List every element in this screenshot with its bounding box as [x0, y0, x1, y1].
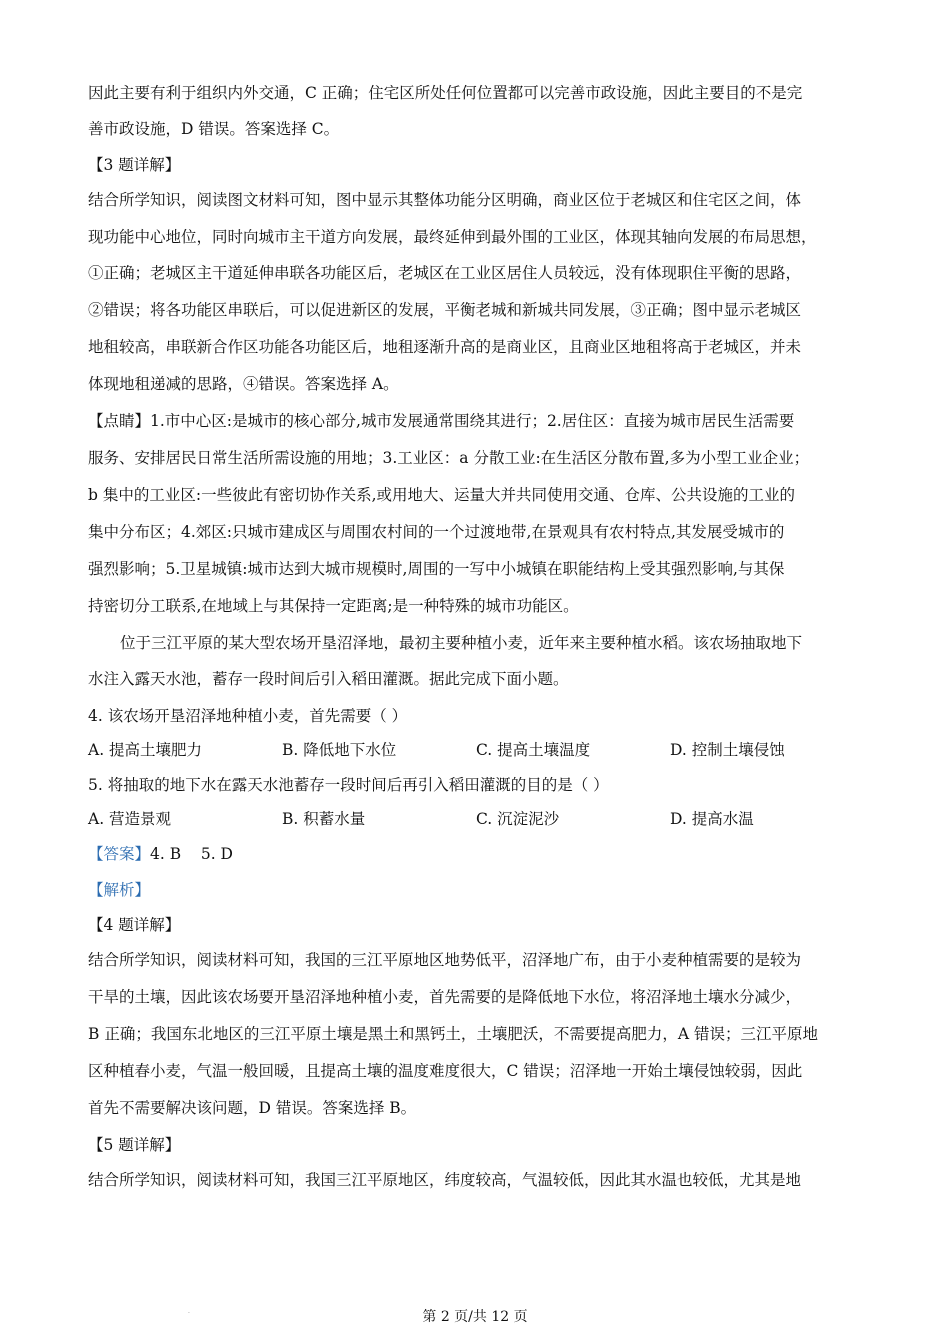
section-heading: 【5 题详解】: [88, 1136, 181, 1154]
page-footer: 第 2 页/共 12 页: [422, 1309, 528, 1325]
option-b: B. 积蓄水量: [282, 810, 366, 828]
option-c: C. 沉淀泥沙: [476, 810, 560, 828]
text-line: B 正确；我国东北地区的三江平原土壤是黑土和黑钙土，土壤肥沃，不需要提高肥力，A 错误；三江平原地: [88, 1025, 818, 1043]
material-line: 水注入露天水池，蓄存一段时间后引入稻田灌溉。据此完成下面小题。: [88, 670, 569, 688]
note-line: 集中分布区；4.郊区:只城市建成区与周围农村间的一个过渡地带,在景观具有农村特点,其发展受城市的: [88, 523, 785, 541]
text-line: 善市政设施，D 错误。答案选择 C。: [88, 120, 340, 138]
text-line: 结合所学知识，阅读材料可知，我国三江平原地区，纬度较高，气温较低，因此其水温也较低，尤其是地: [88, 1171, 802, 1189]
text-line: 区种植春小麦，气温一般回暖，且提高土壤的温度难度很大，C 错误；沼泽地一开始土壤侵蚀较弱，因此: [88, 1062, 803, 1080]
material-line: 位于三江平原的某大型农场开垦沼泽地，最初主要种植小麦，近年来主要种植水稻。该农场抽取地下: [120, 634, 803, 652]
option-a: A. 营造景观: [88, 810, 172, 828]
section-heading: 【4 题详解】: [88, 916, 181, 934]
option-a: A. 提高土壤肥力: [88, 741, 203, 759]
text-line: 干旱的土壤，因此该农场要开垦沼泽地种植小麦，首先需要的是降低地下水位，将沼泽地土壤水分减少，: [88, 988, 802, 1006]
decorative-dot: ·: [188, 1310, 190, 1317]
analysis-label: 【解析】: [88, 881, 151, 899]
answer-label: 【答案】: [88, 845, 151, 863]
answer-value: 4. B 5. D: [150, 845, 233, 863]
question-4-stem: 4. 该农场开垦沼泽地种植小麦，首先需要（ ）: [88, 707, 408, 725]
text-line: 结合所学知识，阅读材料可知，我国的三江平原地区地势低平，沼泽地广布，由于小麦种植需要的是较为: [88, 951, 802, 969]
note-line: 服务、安排居民日常生活所需设施的用地；3.工业区：a 分散工业:在生活区分散布置,多为小型工业企业；: [88, 449, 810, 467]
text-line: 结合所学知识，阅读图文材料可知，图中显示其整体功能分区明确，商业区位于老城区和住宅区之间，体: [88, 191, 802, 209]
answer-line: [88, 843, 878, 865]
note-line: 【点睛】1.市中心区:是城市的核心部分,城市发展通常围绕其进行；2.居住区：直接为城市居民生活需要: [88, 412, 795, 430]
text-line: 现功能中心地位，同时向城市主干道方向发展，最终延伸到最外围的工业区，体现其轴向发展的布局思想，: [88, 228, 817, 246]
text-line: 体现地租递减的思路，④错误。答案选择 A。: [88, 375, 399, 393]
note-line: b 集中的工业区:一些彼此有密切协作关系,或用地大、运量大并共同使用交通、仓库、公共设施的工业的: [88, 486, 796, 504]
text-line: 因此主要有利于组织内外交通，C 正确；住宅区所处任何位置都可以完善市政设施，因此主要目的不是完: [88, 84, 803, 102]
note-line: 强烈影响；5.卫星城镇:城市达到大城市规模时,周围的一写中小城镇在职能结构上受其强烈影响,与其保: [88, 560, 785, 578]
option-c: C. 提高土壤温度: [476, 741, 591, 759]
note-line: 持密切分工联系,在地域上与其保持一定距离;是一种特殊的城市功能区。: [88, 597, 579, 615]
question-5-stem: 5. 将抽取的地下水在露天水池蓄存一段时间后再引入稻田灌溉的目的是（ ）: [88, 776, 609, 794]
section-heading: 【3 题详解】: [88, 156, 181, 174]
option-d: D. 控制土壤侵蚀: [670, 741, 785, 759]
option-b: B. 降低地下水位: [282, 741, 397, 759]
text-line: 首先不需要解决该问题，D 错误。答案选择 B。: [88, 1099, 417, 1117]
option-d: D. 提高水温: [670, 810, 754, 828]
text-line: ①正确；老城区主干道延伸串联各功能区后，老城区在工业区居住人员较远，没有体现职住平衡的思路，: [88, 264, 802, 282]
text-line: ②错误；将各功能区串联后，可以促进新区的发展，平衡老城和新城共同发展，③正确；图中显示老城区: [88, 301, 802, 319]
text-line: 地租较高，串联新合作区功能各功能区后，地租逐渐升高的是商业区，且商业区地租将高于老城区，并未: [88, 338, 802, 356]
